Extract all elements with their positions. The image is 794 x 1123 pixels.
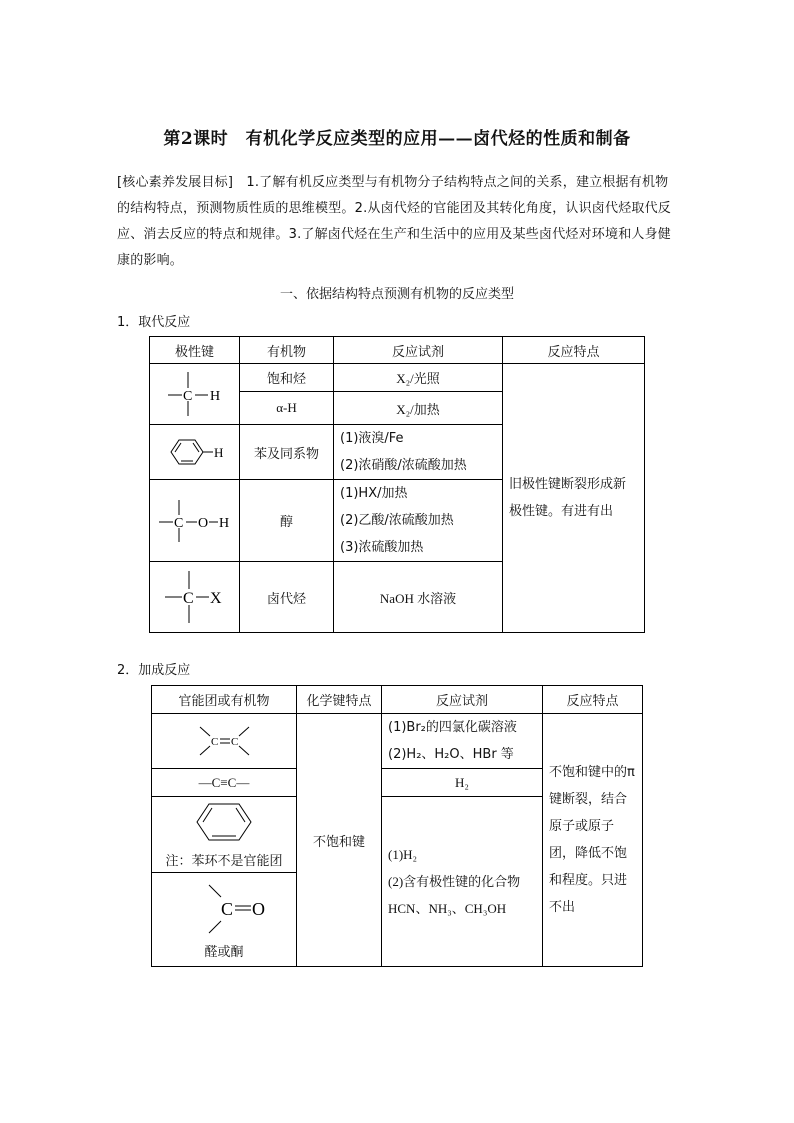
header-cell: 反应试剂: [334, 337, 503, 364]
carbon-label: C: [182, 389, 192, 404]
header-cell: 有机物: [240, 337, 334, 364]
carbon-label: C: [231, 736, 239, 748]
addition-feature: 不饱和键中的π键断裂，结合原子或原子团，降低不饱和程度。只进不出: [543, 714, 643, 967]
reagent-item: (2)含有极性键的化合物: [388, 874, 521, 889]
reagent-item: (3)浓硫酸加热: [340, 540, 424, 555]
header-cell: 化学键特点: [297, 686, 382, 714]
reagent-item: (2)浓硝酸/浓硫酸加热: [340, 458, 467, 473]
section-heading: 一、依据结构特点预测有机物的反应类型: [279, 287, 514, 302]
reagent-item: (2)H₂、H₂O、HBr 等: [388, 747, 514, 762]
addition-table: [151, 685, 643, 967]
table-header-row: [152, 686, 643, 714]
table-row: [150, 364, 645, 392]
table-row: [152, 714, 643, 769]
reagent-list: [382, 714, 543, 769]
carbonyl-structure: [179, 879, 269, 939]
hydrogen-label: H: [209, 389, 220, 404]
alkene-structure: [152, 714, 297, 769]
c-h-bond-structure: [150, 364, 240, 425]
oxygen-label: O: [252, 899, 265, 919]
table-header-row: [150, 337, 645, 364]
alkyne-structure: —C≡C—: [152, 769, 297, 797]
header-cell: 极性键: [150, 337, 240, 364]
carbonyl-cell: [152, 873, 297, 967]
halogen-label: X: [209, 590, 222, 607]
carbonyl-note: 醛或酮: [204, 945, 244, 960]
carbon-label: C: [221, 899, 234, 919]
intro-text: 1.了解有机反应类型与有机物分子结构特点之间的关系，建立根据有机物的结构特点，预测物质性质的思维模型。2.从卤代烃的官能团及其转化角度，认识卤代烃取代反应、消去反应的特点和规律。3.了解卤代烃在生产和生活中的应用及某些卤代烃对环境和人身健康的影响。: [117, 175, 672, 268]
header-cell: 反应特点: [543, 686, 643, 714]
organic-cell: 饱和烃: [240, 364, 334, 392]
reagent-cell: NaOH 水溶液: [334, 562, 503, 633]
hydrogen-label: H: [213, 445, 223, 460]
carbon-label: C: [211, 736, 219, 748]
reagent-cell: X₂/光照: [334, 364, 503, 392]
carbon-label: C: [182, 590, 194, 607]
organic-cell: α-H: [240, 392, 334, 425]
benzene-ring-structure: [189, 800, 259, 844]
reagent-item: (1)H₂: [388, 847, 418, 862]
page-title: 第2课时 有机化学反应类型的应用——卤代烃的性质和制备: [163, 129, 631, 149]
c-o-h-structure: [150, 480, 240, 562]
reagent-item: (2)乙酸/浓硫酸加热: [340, 513, 454, 528]
header-cell: 反应特点: [503, 337, 645, 364]
benzene-note: 注：苯环不是官能团: [165, 854, 283, 869]
organic-cell: 苯及同系物: [240, 425, 334, 480]
reagent-list: [334, 480, 503, 562]
benzene-h-structure: [150, 425, 240, 480]
substitution-table: [149, 336, 645, 633]
reagent-list: [382, 797, 543, 967]
intro-tag: [核心素养发展目标]: [117, 175, 234, 190]
carbon-label: C: [173, 515, 183, 531]
reagent-cell: H₂: [382, 769, 543, 797]
header-cell: 反应试剂: [382, 686, 543, 714]
reagent-list: [334, 425, 503, 480]
organic-cell: 卤代烃: [240, 562, 334, 633]
oxygen-label: O: [197, 515, 208, 531]
substitution-heading: 1．取代反应: [117, 315, 191, 330]
reagent-item: (1)HX/加热: [340, 486, 408, 501]
reagent-cell: X₂/加热: [334, 392, 503, 425]
bond-feature: 不饱和键: [297, 714, 382, 967]
reagent-item: (1)Br₂的四氯化碳溶液: [388, 720, 517, 735]
c-x-structure: [150, 562, 240, 633]
addition-heading: 2．加成反应: [117, 663, 191, 678]
intro-paragraph: [117, 170, 677, 274]
hydrogen-label: H: [218, 515, 229, 531]
benzene-cell: [152, 797, 297, 873]
reagent-item: (1)液溴/Fe: [340, 431, 404, 446]
reagent-item: HCN、NH₃、CH₃OH: [388, 901, 507, 916]
substitution-feature: 旧极性键断裂形成新极性键。有进有出: [503, 364, 645, 633]
header-cell: 官能团或有机物: [152, 686, 297, 714]
organic-cell: 醇: [240, 480, 334, 562]
